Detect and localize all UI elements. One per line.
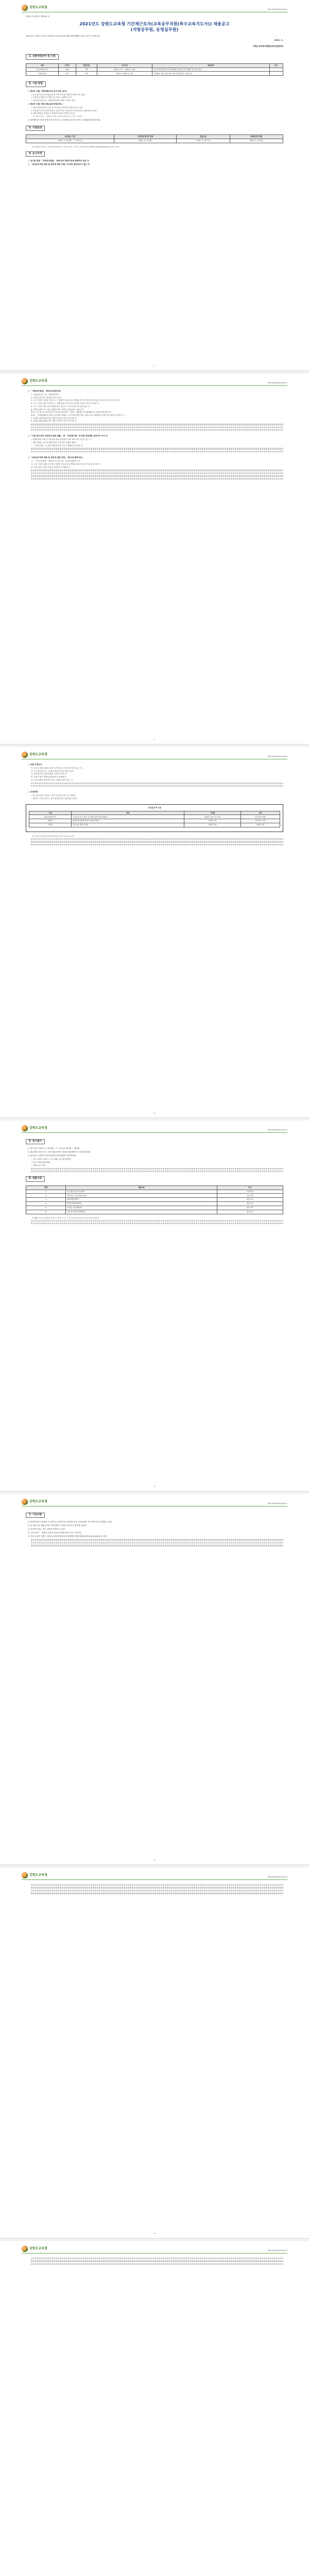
logo-text: 강원도교육청 xyxy=(29,379,47,383)
clause-item: 라. 남자의 경우 병역을 필하였거나 면제된 자 xyxy=(31,776,66,778)
method-sub: ④ 예의·품행 및 성실성 ⑤ 창의력·의지력 및 발전 가능성 xyxy=(31,112,75,115)
table-cell: 가산점 증빙서류(해당자) xyxy=(66,1210,217,1214)
clause-item: ∙ 「공직선거법」 등 관련 법령에 따라 응시가 제한되지 아니한 자 xyxy=(31,445,283,447)
logo xyxy=(22,1872,47,1878)
table-cell: 특수교육대상학생 교수학습활동 지원 및 학교생활 지원 업무 담당 xyxy=(152,67,269,72)
table-header: 선발인원 xyxy=(76,63,97,67)
page-number: - 6 - xyxy=(152,2232,157,2235)
text-line xyxy=(31,1890,283,1891)
logo-emblem-icon xyxy=(22,752,28,758)
clause-item: 2. 파산선고를 받고 복권되지 아니한 자 xyxy=(31,396,62,399)
table-header: 비고 xyxy=(269,63,283,67)
misc-item: □ 최종합격자가 임용을 포기하거나 결격사유가 발생한 경우 차순위자를 추가 합격자로 결정할 수 있음 xyxy=(28,1521,112,1523)
clause-title: □ 「교육공무직원 채용 및 관리에 관한 조례」 제12조(결격사유) xyxy=(28,456,83,459)
page-content xyxy=(26,762,283,846)
table-cell: 장애인복지법에 따라 등록된 장애인 xyxy=(72,819,184,823)
misc-item: □ 적격자가 없는 경우 선발하지 않을 수 있음 xyxy=(28,1528,65,1531)
text-line xyxy=(31,475,283,477)
table-cell: 특수교육지도사 xyxy=(26,67,59,72)
table-cell: 1개만 인정 xyxy=(241,823,280,827)
table-cell: 국가유공자 등 예우 및 지원에 관한 법률 해당자 xyxy=(72,815,184,819)
table-cell: 만점의 3% xyxy=(184,823,241,827)
notice-number: 강원도교육청공고 제2021-호 xyxy=(26,15,50,18)
date: 2021. 2. xyxy=(274,39,283,42)
page-number: - 5 - xyxy=(152,1859,157,1861)
logo xyxy=(22,1499,47,1505)
method-item: □ 제1차 시험: 서류전형(자격 요건 등의 심사) xyxy=(28,90,67,92)
table-cell: 응시원서 및 자기소개서 xyxy=(66,1190,217,1194)
table-header: 대상 xyxy=(72,811,184,815)
text-line xyxy=(31,838,283,840)
table-row xyxy=(26,1198,283,1202)
document-page-7 xyxy=(0,2241,309,2576)
page-header xyxy=(22,1872,287,1880)
misc-item: □ 기타 궁금한 사항은 강원도교육청자립형교육지원센터 행정지원팀(033-000-0000)으로 문의 xyxy=(28,1535,107,1538)
table-row xyxy=(29,815,280,819)
method-item: □ 제2차 시험: 면접시험(심층 면접 방식) xyxy=(28,103,63,105)
table-cell: 소정 양식 xyxy=(217,1190,283,1194)
clause-item: ∙ 성범죄경력 조회 및 아동학대 관련 범죄경력 조회 결과 결격 사유가 없는 자 xyxy=(31,438,283,441)
table-cell: 춘천 xyxy=(59,67,76,72)
method-sub: ∙ 응시 자격요건 및 제출서류의 적격 여부를 심사하여 합격 여부 결정 xyxy=(31,94,283,96)
table-cell: 원본 1부 xyxy=(217,1202,283,1206)
method-sub: ∙ 직무수행에 필요한 능력 및 적격성을 평가하여 종합 점수로 결정 xyxy=(31,107,283,109)
table-cell: 증빙서류 제출 xyxy=(241,815,280,819)
method-sub: ∙ 서류전형 합격자는 선발예정인원의 3배수 이내로 선발 xyxy=(31,99,283,102)
clause-item: 7. 징계로 파면처분을 받은 때부터 5년이 지나지 아니한 자 xyxy=(31,417,77,419)
table-cell: 교육활동 지원 관련 자료 정리 및 행정업무 지원 업무 xyxy=(152,72,269,76)
logo xyxy=(22,378,47,384)
clause-item: 가. 공고일 현재 강원도 내에 거주하거나 주민등록이 되어 있는 자 xyxy=(31,767,82,769)
logo-emblem-icon xyxy=(22,1125,28,1131)
text-line xyxy=(31,451,283,452)
logo xyxy=(22,752,47,758)
table-cell: 소정 양식 xyxy=(217,1194,283,1198)
page-content xyxy=(26,389,283,481)
table-cell: 원본 대조 xyxy=(217,1206,283,1210)
logo-emblem-icon xyxy=(22,5,28,11)
text-line xyxy=(31,1545,283,1546)
table-cell: 만점의 10% 또는 5% xyxy=(184,815,241,819)
application-item: □ 접수장소: 강원도교육청자립형교육지원센터 행정지원팀 xyxy=(28,1155,76,1157)
clause-item: 3. 금고 이상의 실형을 선고받고 그 집행이 종료되거나 집행을 받지 아니하기로 확정된 후 5년이 지나지 아니한 자 xyxy=(31,399,120,402)
method-sub: ① 공무원으로서의 정신자세 ② 전문지식과 응용능력 ③ 의사표현의 정확성과 논리성 xyxy=(31,109,97,112)
table-header: 근무지 xyxy=(59,63,76,67)
page-number: - 4 - xyxy=(152,1485,157,1488)
schedule-note: ※ 시험일정 및 장소는 사정에 따라 변경될 수 있으며, 변경 시 강원도교육청 홈페이지(http://www.gwe.go.kr)를 통해 공지함 xyxy=(32,145,119,148)
schedule-table xyxy=(26,134,283,143)
lead-text: 2021년도 강원도교육청 기간제근로자(교육공무직원) 채용계획을 다음과 같이 공고합니다. xyxy=(26,35,101,38)
clause-title: □ 공통 자격요건 xyxy=(28,764,42,766)
text-line xyxy=(31,1542,283,1544)
table-row xyxy=(26,1202,283,1206)
table-caption: 가산점 부여 기준 xyxy=(147,806,162,809)
logo-text: 강원도교육청 xyxy=(29,1873,47,1877)
clause-item: ∙ 채용 예정일 기준 만 60세 미만인 자(정년 도래자 제외) xyxy=(31,442,283,444)
reference-note: ※ 기타 사항은 「강원도교육청 교육공무직원 관리 규정」에 따름 xyxy=(33,115,82,118)
table-header: 최종합격자 발표 xyxy=(230,135,283,139)
logo-emblem-icon xyxy=(22,2246,28,2252)
clause-item: 마. 건강 상태가 양호하여 직무 수행에 지장이 없는 자 xyxy=(31,778,73,781)
table-header: 서류전형 합격자 발표 xyxy=(114,135,176,139)
text-line xyxy=(31,1220,283,1222)
page-number: - 1 - xyxy=(152,365,157,367)
clause-item: 다. 운영실무원: 컴퓨터 활용 능력이 우수한 자 xyxy=(31,773,67,775)
application-item: □ 접수기간: 2021. 2. 15.(월) ~ 2. 19.(금) 09:00 ~ 18:00 xyxy=(28,1147,80,1150)
table-row xyxy=(26,1194,283,1198)
text-line xyxy=(31,1539,283,1540)
table-header: 근무기간 xyxy=(97,63,152,67)
page-content xyxy=(26,1510,283,1548)
method-sub: ∙ 자격요건 미충족 및 제출서류 미비 시 불합격 처리 xyxy=(31,96,283,99)
table-cell: 장애인 xyxy=(29,819,72,823)
eligibility-item: □ 공고일 현재 「지방공무원법」 제31조의 결격사유에 해당하지 않는 자 xyxy=(28,160,89,162)
table-header: 직종 xyxy=(26,63,59,67)
clause-item: 나. 특수교육지도사: 고등학교 졸업 이상의 학력 소지자 xyxy=(31,770,74,772)
clause-item: 6의3. 「성폭력범죄의 처벌 등에 관한 특례법」에 규정된 죄를 범한 사람으로서 100만원 이상의 벌금형을 선고받은 자 xyxy=(31,414,124,417)
text-line xyxy=(31,841,283,842)
page-header xyxy=(22,378,287,386)
table-cell: 복지카드 사본 xyxy=(241,819,280,823)
clause-item: 6. 법원의 판결 또는 다른 법률에 따라 자격이 상실되거나 정지된 자 xyxy=(31,408,84,411)
logo-text: 강원도교육청 xyxy=(29,752,47,756)
text-line xyxy=(31,448,283,449)
page-header xyxy=(22,2245,287,2253)
logo-text: 강원도교육청 xyxy=(29,1499,47,1503)
table-cell: 2021. 2. 15.(월) ~ 2. 19.(금) xyxy=(26,139,114,143)
table-row xyxy=(26,1190,283,1194)
header-url[interactable]: http://www.gwe.go.kr/ xyxy=(267,1502,287,1505)
documents-table xyxy=(26,1185,283,1214)
logo xyxy=(22,1125,47,1131)
text-line xyxy=(31,1884,283,1886)
text-line xyxy=(31,2258,283,2259)
table-cell: 특수교육 관련 자격증 xyxy=(72,823,184,827)
title-line-2: (지방공무원, 운영실무원) xyxy=(130,26,179,32)
section-title: 3. 시험일정 xyxy=(26,126,45,131)
page-header xyxy=(22,1498,287,1506)
method-item: □ 최종합격자 결정: 면접시험 성적순으로 결정하되 동점자 처리는 면접위원 합의에 따름 xyxy=(28,118,101,121)
table-header: 면접시험 xyxy=(177,135,230,139)
section-title: 4. 응시자격 xyxy=(26,151,45,157)
table-header: 제출서류 xyxy=(66,1185,217,1190)
table-cell: 원주 xyxy=(59,72,76,76)
logo xyxy=(22,2246,47,2252)
text-line xyxy=(31,469,283,471)
table-row xyxy=(26,67,283,72)
page-header xyxy=(22,4,287,12)
clause-item: ∙ 장애인, 국가유공자 등 관련 법령에 따른 취업지원 대상자 xyxy=(31,798,283,800)
table-row xyxy=(29,823,280,827)
bonus-box xyxy=(26,804,283,832)
table-cell: 만점의 5% xyxy=(184,819,241,823)
logo-emblem-icon xyxy=(22,378,28,384)
table-cell: 운영실무원 xyxy=(26,72,59,76)
clause-item: 나. 금고 이상의 형을 선고받고 집행이 종료되거나 면제된 날부터 5년이 지나지 아니한 자 xyxy=(31,463,101,465)
table-header: 비고 xyxy=(241,811,280,815)
header-url[interactable]: http://www.gwe.go.kr/ xyxy=(267,1876,287,1878)
header-url[interactable]: http://www.gwe.go.kr/ xyxy=(267,382,287,384)
text-line xyxy=(31,1892,283,1894)
clause-item: 다. 채용 관련 서류를 허위로 작성하거나 제출한 자 xyxy=(31,466,71,468)
text-line xyxy=(31,429,283,431)
text-line xyxy=(31,2263,283,2265)
logo-emblem-icon xyxy=(22,1872,28,1878)
bonus-note: ※ 가산점은 면접시험 점수에 합산하며, 중복 적용하지 아니함 xyxy=(32,835,75,837)
table-header: 가산점 xyxy=(184,811,241,815)
text-line xyxy=(31,423,283,425)
table-header: 비고 xyxy=(217,1185,283,1190)
table-cell: 원본 1부 xyxy=(217,1198,283,1202)
text-line xyxy=(31,2260,283,2262)
table-cell: 3 xyxy=(26,1198,66,1202)
clause-item: 1. 피성년후견인 또는 피한정후견인 xyxy=(31,393,59,396)
table-cell: 1명 xyxy=(76,72,97,76)
text-line xyxy=(31,785,283,787)
clause-title: □ 우대사항 xyxy=(28,791,38,793)
table-cell xyxy=(269,72,283,76)
section-title: 5. 원서접수 xyxy=(26,1139,45,1144)
clause-item: 8. 징계로 해임처분을 받은 때부터 3년이 지나지 아니한 자 xyxy=(31,420,77,422)
logo-text: 강원도교육청 xyxy=(29,2246,47,2250)
table-cell: 자격증 사본(해당자) xyxy=(66,1206,217,1210)
page-header xyxy=(22,751,287,759)
table-cell: 2021. 3. 1.~ 2022. 2. 28. xyxy=(97,67,152,72)
header-url[interactable]: http://www.gwe.go.kr/ xyxy=(267,1129,287,1131)
table-cell: 6 xyxy=(26,1210,66,1214)
issuer-signature: 강원도교육청자립형교육지원센터장 xyxy=(253,45,283,48)
section-title: 2. 시험 방법 xyxy=(26,81,46,87)
text-line xyxy=(31,478,283,480)
page-header xyxy=(22,1125,287,1133)
table-cell: 2021. 2. 24.(수) xyxy=(177,139,230,143)
table-cell: 1명 xyxy=(76,67,97,72)
table-header: 담당업무 xyxy=(152,63,269,67)
misc-item: □ 응시원서 및 제출서류의 기재사항이 사실과 다를 경우 합격을 취소함 xyxy=(28,1524,87,1527)
section-title: 6. 제출서류 xyxy=(26,1176,45,1181)
document-page-2 xyxy=(0,374,309,744)
table-cell: 경력증명서(해당자) xyxy=(66,1202,217,1206)
application-sub: ∙ 주소: 강원도 춘천시 ○○로 000, 2층 행정지원팀 xyxy=(31,1158,283,1161)
application-item: □ 접수방법: 방문 또는 우편 접수(우편은 마감일 18:00까지 도착분에 한함) xyxy=(28,1151,91,1154)
documents-note: ※ 제출된 서류는 반환하지 않으며, 기재 착오 또는 누락으로 인한 불이익은 응시자 본인의 책임임 xyxy=(32,1216,99,1219)
table-row xyxy=(26,72,283,76)
logo xyxy=(22,5,47,11)
document-page-1 xyxy=(0,0,309,371)
text-line xyxy=(31,1223,283,1224)
table-row xyxy=(26,1210,283,1214)
logo-text: 강원도교육청 xyxy=(29,1126,47,1130)
document-title xyxy=(26,21,283,32)
table-header: 구분 xyxy=(29,811,72,815)
table-cell: 최종학력증명서 xyxy=(66,1198,217,1202)
clause-title: □ 「지방공무원법」 제31조(결격사유) xyxy=(28,390,61,392)
header-url[interactable]: http://www.gwe.go.kr/ xyxy=(267,2249,287,2252)
page-number: - 2 - xyxy=(152,738,157,741)
page-content xyxy=(26,2257,283,2266)
application-sub: ∙ 이메일 접수 불가 xyxy=(31,1164,283,1167)
section-title: 1. 선발예정분야 및 인원 xyxy=(26,54,59,59)
table-cell: 취업지원대상자 xyxy=(29,815,72,819)
table-cell: 1 xyxy=(26,1190,66,1194)
text-line xyxy=(31,1168,283,1170)
clause-item: 가. 「국가공무원법」 제33조 각 호의 어느 하나에 해당하는 자 xyxy=(31,460,80,463)
misc-item: □ 근로조건은 「강원도교육청 교육공무직원 관리 규정」에 따름 xyxy=(28,1532,81,1534)
logo-text: 강원도교육청 xyxy=(29,5,47,9)
document-page-5 xyxy=(0,1494,309,1865)
table-row xyxy=(29,819,280,823)
document-page-6 xyxy=(0,1868,309,2239)
selection-table xyxy=(26,63,283,76)
text-line xyxy=(31,783,283,784)
section-title: 7. 기타사항 xyxy=(26,1513,45,1518)
header-url[interactable]: http://www.gwe.go.kr/ xyxy=(267,8,287,11)
page-number: - 3 - xyxy=(152,1112,157,1114)
table-cell: 2 xyxy=(26,1194,66,1198)
clause-item: 6의2. 공무원으로 재직기간 중 직무와 관련하여 「형법」 제355조 및 제356조에 규정된 죄를 범한 자 xyxy=(31,411,111,414)
table-header: 원서접수 기간 xyxy=(26,135,114,139)
page-content xyxy=(26,1883,283,1895)
application-sub: ∙ 문의: 033-000-0000 xyxy=(31,1161,283,1164)
clause-item: 4. 금고 이상의 형을 선고받고 그 집행유예 기간이 끝난 날부터 2년이 지나지 아니한 자 xyxy=(31,402,99,405)
table-header: 연번 xyxy=(26,1185,66,1190)
header-url[interactable]: http://www.gwe.go.kr/ xyxy=(267,755,287,758)
table-cell: 원본 1부 xyxy=(217,1210,283,1214)
title-line-1: 2021년도 강원도교육청 기간제근로자(교육공무직원(특수교육지도사)) 채용공고 xyxy=(79,21,230,26)
page-content xyxy=(26,15,283,167)
table-row xyxy=(26,139,283,143)
text-line xyxy=(31,472,283,474)
document-page-3 xyxy=(0,747,309,1118)
table-row xyxy=(26,1206,283,1210)
bonus-table xyxy=(29,811,280,827)
table-cell: 2021. 2. 25.(목) xyxy=(230,139,283,143)
table-cell: 자격증 xyxy=(29,823,72,827)
table-cell: 2021. 2. 22.(월) xyxy=(114,139,176,143)
text-line xyxy=(31,1887,283,1888)
table-cell: 4 xyxy=(26,1202,66,1206)
text-line xyxy=(31,427,283,428)
table-cell: 개인정보 수집·이용 동의서 xyxy=(66,1194,217,1198)
clause-title: □ 「아동·청소년의 성보호에 관한 법률」 및 「아동복지법」에 따른 취업제한 대상자가 아닌 자 xyxy=(28,435,108,437)
document-page-4 xyxy=(0,1121,309,1492)
clause-item: ∙ 특수교육 관련 자격증 소지자 및 관련 분야 근무 경력자 xyxy=(31,794,283,797)
page-content xyxy=(26,1136,283,1225)
logo-emblem-icon xyxy=(22,1499,28,1505)
table-cell xyxy=(269,67,283,72)
text-line xyxy=(31,1171,283,1172)
table-cell: 5 xyxy=(26,1206,66,1210)
text-line xyxy=(31,844,283,845)
table-cell: 채용일~ 2022. 2. 28. xyxy=(97,72,152,76)
clause-item: 5. 금고 이상의 형의 선고유예를 받은 경우에 그 선고유예 기간 중에 있는 자 xyxy=(31,405,90,408)
eligibility-item: □ 「교육공무직원 채용 및 관리에 관한 조례」에 따른 결격사유가 없는 자 xyxy=(28,163,90,166)
